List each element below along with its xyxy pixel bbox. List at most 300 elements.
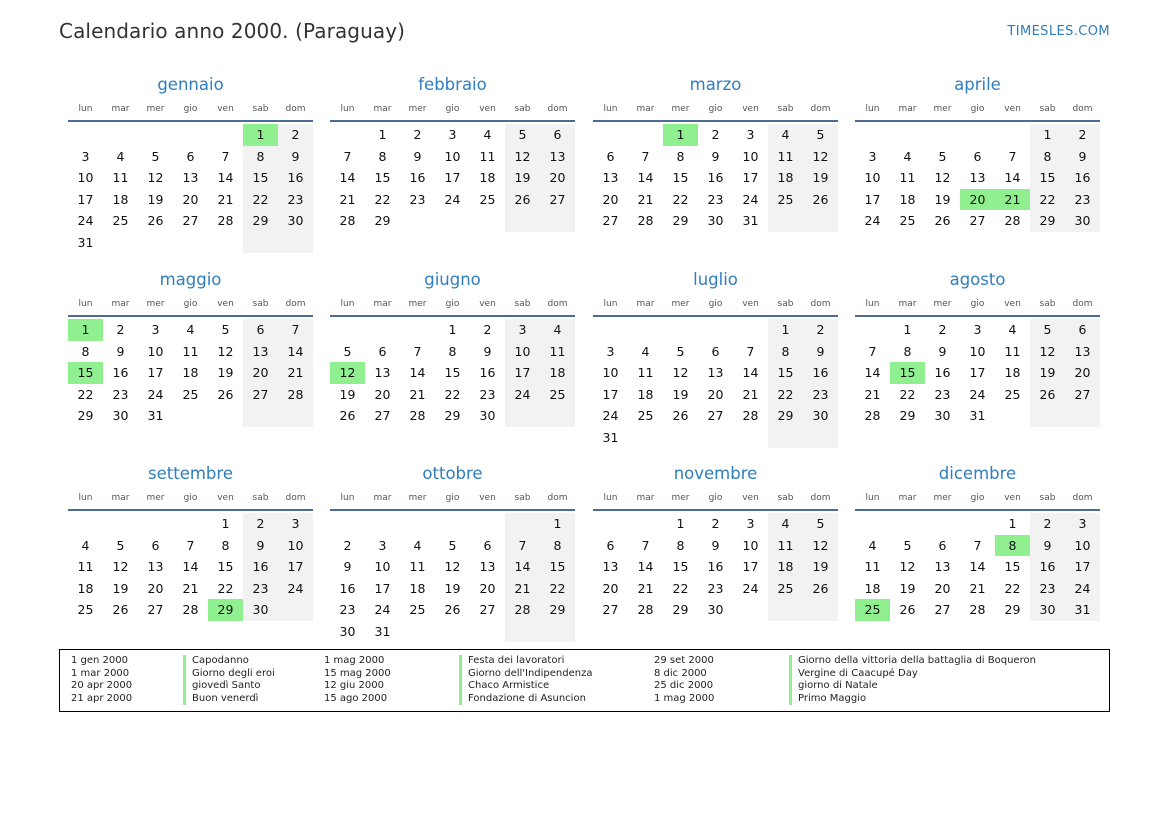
legend-holiday-name: giovedì Santo xyxy=(183,680,260,693)
day-cell: 11 xyxy=(864,559,881,575)
empty-cell xyxy=(663,319,698,341)
empty-cell xyxy=(540,621,575,643)
day-cell: 19 xyxy=(444,580,461,596)
day-cell: 19 xyxy=(803,167,838,189)
day-cell: 3 xyxy=(278,513,313,535)
day-cell: 17 xyxy=(374,580,391,596)
day-cell: 6 xyxy=(606,537,615,553)
weekday-label: mar xyxy=(636,492,655,503)
day-cell: 16 xyxy=(409,170,426,186)
weekday-label: mar xyxy=(373,298,392,309)
day-cell: 14 xyxy=(217,170,234,186)
weekday-label: sab xyxy=(252,103,269,114)
legend-date: 1 mag 2000 xyxy=(654,692,715,704)
day-cell: 31 xyxy=(602,429,619,445)
day-cell: 12 xyxy=(672,365,689,381)
day-cell: 6 xyxy=(151,537,160,553)
weekday-label: lun xyxy=(865,492,880,503)
day-cell: 23 xyxy=(479,386,496,402)
day-cell: 31 xyxy=(1065,599,1100,621)
empty-cell xyxy=(733,319,768,341)
day-cell: 9 xyxy=(711,537,720,553)
weekday-header xyxy=(593,488,838,507)
day-cell: 22 xyxy=(1004,580,1021,596)
day-cell: 2 xyxy=(483,322,492,338)
legend-date: 8 dic 2000 xyxy=(654,667,707,679)
day-cell: 20 xyxy=(243,362,278,384)
empty-cell xyxy=(960,124,995,146)
day-cell: 25 xyxy=(899,213,916,229)
day-cell: 23 xyxy=(243,578,278,600)
day-cell: 13 xyxy=(934,559,951,575)
day-cell: 22 xyxy=(672,191,689,207)
weekday-label: sab xyxy=(777,103,794,114)
empty-cell xyxy=(68,513,103,535)
day-cell: 30 xyxy=(707,602,724,618)
day-cell: 11 xyxy=(77,559,94,575)
day-cell: 23 xyxy=(278,189,313,211)
empty-cell xyxy=(103,232,138,254)
day-cell: 5 xyxy=(803,124,838,146)
weekday-label: mer xyxy=(933,103,952,114)
day-cell: 27 xyxy=(707,408,724,424)
day-cell: 22 xyxy=(374,191,391,207)
day-cell: 14 xyxy=(278,341,313,363)
weekday-label: gio xyxy=(183,298,198,309)
month-name: settembre xyxy=(148,464,233,483)
day-cell: 15 xyxy=(672,170,689,186)
day-cell: 26 xyxy=(803,189,838,211)
legend-holiday-name: Vergine di Caacupé Day xyxy=(789,668,918,681)
empty-cell xyxy=(890,513,925,535)
day-cell: 6 xyxy=(540,124,575,146)
empty-cell xyxy=(138,232,173,254)
month-name: novembre xyxy=(673,464,758,483)
day-cell: 18 xyxy=(409,580,426,596)
day-cell: 12 xyxy=(147,170,164,186)
day-cell: 26 xyxy=(112,602,129,618)
day-cell: 9 xyxy=(1065,146,1100,168)
empty-cell xyxy=(628,427,663,449)
empty-cell xyxy=(855,513,890,535)
day-cell: 25 xyxy=(637,408,654,424)
day-cell: 3 xyxy=(151,322,160,338)
empty-cell xyxy=(505,210,540,232)
day-cell: 8 xyxy=(768,341,803,363)
page-title: Calendario anno 2000. (Paraguay) xyxy=(59,19,406,43)
weekday-label: dom xyxy=(1072,103,1093,114)
empty-cell xyxy=(593,513,628,535)
day-cell: 12 xyxy=(444,559,461,575)
day-cell: 27 xyxy=(969,213,986,229)
month-aprile xyxy=(855,74,1100,232)
day-cell: 4 xyxy=(1008,322,1017,338)
weekday-label: lun xyxy=(78,298,93,309)
day-cell: 12 xyxy=(934,170,951,186)
day-cell: 28 xyxy=(969,602,986,618)
legend-date: 1 gen 2000 xyxy=(71,655,129,666)
weekday-label: dom xyxy=(285,103,306,114)
day-cell: 12 xyxy=(899,559,916,575)
header-divider xyxy=(593,315,838,317)
day-cell: 28 xyxy=(339,213,356,229)
weekday-label: sab xyxy=(1039,298,1056,309)
legend-holiday-name: Giorno degli eroi xyxy=(183,668,275,681)
header-divider xyxy=(593,120,838,122)
day-cell: 17 xyxy=(444,170,461,186)
day-cell: 20 xyxy=(374,386,391,402)
day-cell: 3 xyxy=(606,343,615,359)
day-cell: 23 xyxy=(803,384,838,406)
empty-cell xyxy=(505,513,540,535)
day-cell: 15 xyxy=(444,365,461,381)
day-cell: 21 xyxy=(864,386,881,402)
empty-cell xyxy=(208,124,243,146)
day-cell: 29 xyxy=(672,602,689,618)
day-cell: 6 xyxy=(973,148,982,164)
day-cell: 19 xyxy=(672,386,689,402)
day-cell: 21 xyxy=(969,580,986,596)
weekday-label: mar xyxy=(111,492,130,503)
empty-cell xyxy=(243,232,278,254)
holiday-cell: 12 xyxy=(330,362,365,384)
day-cell: 24 xyxy=(278,578,313,600)
day-cell: 7 xyxy=(641,148,650,164)
day-cell: 17 xyxy=(1065,556,1100,578)
day-cell: 14 xyxy=(182,559,199,575)
day-cell: 30 xyxy=(934,408,951,424)
weekday-label: mer xyxy=(146,298,165,309)
day-cell: 29 xyxy=(374,213,391,229)
weekday-label: mer xyxy=(146,492,165,503)
weekday-label: mar xyxy=(898,103,917,114)
day-cell: 25 xyxy=(77,602,94,618)
header-divider xyxy=(68,120,313,122)
weekday-label: ven xyxy=(217,492,234,503)
weekday-label: lun xyxy=(340,103,355,114)
empty-cell xyxy=(278,599,313,621)
weekday-label: sab xyxy=(1039,492,1056,503)
empty-cell xyxy=(663,427,698,449)
weekday-label: mer xyxy=(408,298,427,309)
day-cell: 7 xyxy=(221,148,230,164)
weekday-header xyxy=(593,99,838,118)
month-name: marzo xyxy=(689,75,742,94)
day-cell: 16 xyxy=(1065,167,1100,189)
day-cell: 16 xyxy=(707,170,724,186)
day-cell: 16 xyxy=(934,365,951,381)
weekday-header xyxy=(855,488,1100,507)
weekday-label: gio xyxy=(183,492,198,503)
weekday-label: sab xyxy=(514,298,531,309)
weekday-label: lun xyxy=(78,492,93,503)
empty-cell xyxy=(803,427,838,449)
day-cell: 24 xyxy=(742,191,759,207)
day-cell: 28 xyxy=(409,408,426,424)
day-cell: 11 xyxy=(1004,343,1021,359)
legend-date: 25 dic 2000 xyxy=(654,680,714,692)
empty-cell xyxy=(890,124,925,146)
day-cell: 12 xyxy=(505,146,540,168)
day-cell: 18 xyxy=(899,191,916,207)
day-cell: 24 xyxy=(602,408,619,424)
empty-cell xyxy=(960,513,995,535)
day-cell: 2 xyxy=(938,322,947,338)
day-cell: 9 xyxy=(938,343,947,359)
day-cell: 3 xyxy=(505,319,540,341)
day-cell: 10 xyxy=(278,535,313,557)
day-cell: 6 xyxy=(938,537,947,553)
empty-cell xyxy=(330,124,365,146)
legend-holiday-name: Primo Maggio xyxy=(789,693,866,706)
holiday-cell: 1 xyxy=(68,319,103,341)
legend-holiday-name: giorno di Natale xyxy=(789,680,878,693)
day-cell: 21 xyxy=(278,362,313,384)
weekday-label: gio xyxy=(708,492,723,503)
weekday-label: ven xyxy=(479,492,496,503)
day-cell: 11 xyxy=(479,148,496,164)
day-cell: 23 xyxy=(409,191,426,207)
day-cell: 18 xyxy=(864,580,881,596)
day-cell: 22 xyxy=(672,580,689,596)
day-cell: 15 xyxy=(217,559,234,575)
day-cell: 19 xyxy=(934,191,951,207)
day-cell: 15 xyxy=(243,167,278,189)
day-cell: 29 xyxy=(444,408,461,424)
weekday-label: mar xyxy=(636,298,655,309)
day-cell: 6 xyxy=(378,343,387,359)
day-cell: 16 xyxy=(278,167,313,189)
day-cell: 30 xyxy=(1030,599,1065,621)
day-cell: 4 xyxy=(81,537,90,553)
holiday-cell: 8 xyxy=(995,535,1030,557)
empty-cell xyxy=(435,210,470,232)
day-cell: 20 xyxy=(540,167,575,189)
day-cell: 9 xyxy=(278,146,313,168)
day-cell: 10 xyxy=(602,365,619,381)
empty-cell xyxy=(138,124,173,146)
weekday-label: lun xyxy=(340,298,355,309)
day-cell: 11 xyxy=(768,535,803,557)
day-cell: 8 xyxy=(378,148,387,164)
empty-cell xyxy=(173,232,208,254)
weekday-header xyxy=(68,488,313,507)
weekday-label: lun xyxy=(340,492,355,503)
day-cell: 28 xyxy=(182,602,199,618)
day-cell: 3 xyxy=(448,127,457,143)
day-cell: 19 xyxy=(1030,362,1065,384)
weekday-label: dom xyxy=(810,103,831,114)
days-grid xyxy=(855,319,1100,427)
day-cell: 7 xyxy=(505,535,540,557)
day-cell: 7 xyxy=(1008,148,1017,164)
day-cell: 20 xyxy=(479,580,496,596)
day-cell: 13 xyxy=(243,341,278,363)
empty-cell xyxy=(68,124,103,146)
empty-cell xyxy=(278,405,313,427)
day-cell: 2 xyxy=(116,322,125,338)
day-cell: 9 xyxy=(803,341,838,363)
day-cell: 24 xyxy=(505,384,540,406)
weekday-label: mar xyxy=(636,103,655,114)
day-cell: 29 xyxy=(77,408,94,424)
day-cell: 18 xyxy=(637,386,654,402)
holiday-cell: 25 xyxy=(855,599,890,621)
month-maggio xyxy=(68,269,313,427)
day-cell: 7 xyxy=(641,537,650,553)
day-cell: 14 xyxy=(505,556,540,578)
legend-date: 12 giu 2000 xyxy=(324,680,384,692)
day-cell: 12 xyxy=(1030,341,1065,363)
weekday-label: ven xyxy=(742,103,759,114)
day-cell: 22 xyxy=(243,189,278,211)
empty-cell xyxy=(733,599,768,621)
day-cell: 2 xyxy=(243,513,278,535)
day-cell: 11 xyxy=(182,343,199,359)
day-cell: 21 xyxy=(637,191,654,207)
day-cell: 10 xyxy=(374,559,391,575)
month-marzo xyxy=(593,74,838,232)
day-cell: 26 xyxy=(672,408,689,424)
weekday-label: sab xyxy=(514,492,531,503)
day-cell: 8 xyxy=(243,146,278,168)
day-cell: 20 xyxy=(934,580,951,596)
holiday-cell: 1 xyxy=(243,124,278,146)
empty-cell xyxy=(1065,405,1100,427)
weekday-label: dom xyxy=(547,103,568,114)
day-cell: 4 xyxy=(540,319,575,341)
empty-cell xyxy=(208,405,243,427)
day-cell: 6 xyxy=(243,319,278,341)
weekday-label: gio xyxy=(970,298,985,309)
day-cell: 9 xyxy=(343,559,352,575)
weekday-label: dom xyxy=(810,298,831,309)
empty-cell xyxy=(995,124,1030,146)
day-cell: 2 xyxy=(1065,124,1100,146)
day-cell: 13 xyxy=(479,559,496,575)
day-cell: 16 xyxy=(339,580,356,596)
day-cell: 15 xyxy=(540,556,575,578)
day-cell: 26 xyxy=(147,213,164,229)
day-cell: 18 xyxy=(540,362,575,384)
day-cell: 6 xyxy=(1065,319,1100,341)
weekday-label: ven xyxy=(742,298,759,309)
days-grid xyxy=(330,319,575,427)
day-cell: 21 xyxy=(505,578,540,600)
day-cell: 17 xyxy=(147,365,164,381)
day-cell: 2 xyxy=(711,127,720,143)
day-cell: 10 xyxy=(742,148,759,164)
weekday-label: lun xyxy=(603,103,618,114)
day-cell: 21 xyxy=(182,580,199,596)
day-cell: 20 xyxy=(182,191,199,207)
weekday-label: sab xyxy=(777,298,794,309)
holiday-cell: 15 xyxy=(68,362,103,384)
day-cell: 12 xyxy=(803,146,838,168)
day-cell: 4 xyxy=(903,148,912,164)
weekday-label: ven xyxy=(742,492,759,503)
empty-cell xyxy=(435,513,470,535)
weekday-header xyxy=(330,488,575,507)
day-cell: 3 xyxy=(973,322,982,338)
month-gennaio xyxy=(68,74,313,253)
day-cell: 24 xyxy=(147,386,164,402)
weekday-label: lun xyxy=(865,298,880,309)
empty-cell xyxy=(925,513,960,535)
day-cell: 6 xyxy=(711,343,720,359)
empty-cell xyxy=(505,405,540,427)
days-grid xyxy=(593,513,838,621)
header-divider xyxy=(855,509,1100,511)
day-cell: 22 xyxy=(768,384,803,406)
day-cell: 13 xyxy=(1065,341,1100,363)
days-grid xyxy=(855,124,1100,232)
header-divider xyxy=(330,509,575,511)
day-cell: 20 xyxy=(707,386,724,402)
empty-cell xyxy=(138,513,173,535)
day-cell: 26 xyxy=(899,602,916,618)
days-grid xyxy=(330,124,575,232)
day-cell: 2 xyxy=(711,516,720,532)
day-cell: 13 xyxy=(540,146,575,168)
empty-cell xyxy=(243,405,278,427)
day-cell: 8 xyxy=(676,537,685,553)
day-cell: 1 xyxy=(540,513,575,535)
weekday-label: mer xyxy=(933,492,952,503)
day-cell: 10 xyxy=(147,343,164,359)
day-cell: 21 xyxy=(742,386,759,402)
day-cell: 21 xyxy=(409,386,426,402)
day-cell: 13 xyxy=(147,559,164,575)
day-cell: 23 xyxy=(339,602,356,618)
weekday-label: gio xyxy=(708,103,723,114)
day-cell: 13 xyxy=(182,170,199,186)
holiday-cell: 20 xyxy=(960,189,995,211)
empty-cell xyxy=(803,599,838,621)
weekday-label: gio xyxy=(445,298,460,309)
empty-cell xyxy=(855,124,890,146)
day-cell: 29 xyxy=(1030,210,1065,232)
day-cell: 6 xyxy=(483,537,492,553)
day-cell: 30 xyxy=(707,213,724,229)
day-cell: 6 xyxy=(186,148,195,164)
day-cell: 25 xyxy=(1004,386,1021,402)
day-cell: 14 xyxy=(637,559,654,575)
day-cell: 27 xyxy=(934,602,951,618)
day-cell: 25 xyxy=(540,384,575,406)
day-cell: 4 xyxy=(768,124,803,146)
day-cell: 19 xyxy=(112,580,129,596)
day-cell: 3 xyxy=(746,516,755,532)
day-cell: 25 xyxy=(768,578,803,600)
weekday-label: mer xyxy=(671,492,690,503)
weekday-header xyxy=(855,99,1100,118)
days-grid xyxy=(593,124,838,232)
day-cell: 16 xyxy=(803,362,838,384)
day-cell: 20 xyxy=(602,191,619,207)
header-divider xyxy=(855,315,1100,317)
site-link[interactable]: TIMESLES.COM xyxy=(1007,24,1110,39)
month-luglio xyxy=(593,269,838,448)
day-cell: 9 xyxy=(1030,535,1065,557)
empty-cell xyxy=(995,405,1030,427)
day-cell: 5 xyxy=(116,537,125,553)
day-cell: 18 xyxy=(768,556,803,578)
day-cell: 29 xyxy=(1004,602,1021,618)
day-cell: 8 xyxy=(448,343,457,359)
day-cell: 7 xyxy=(413,343,422,359)
day-cell: 29 xyxy=(540,599,575,621)
